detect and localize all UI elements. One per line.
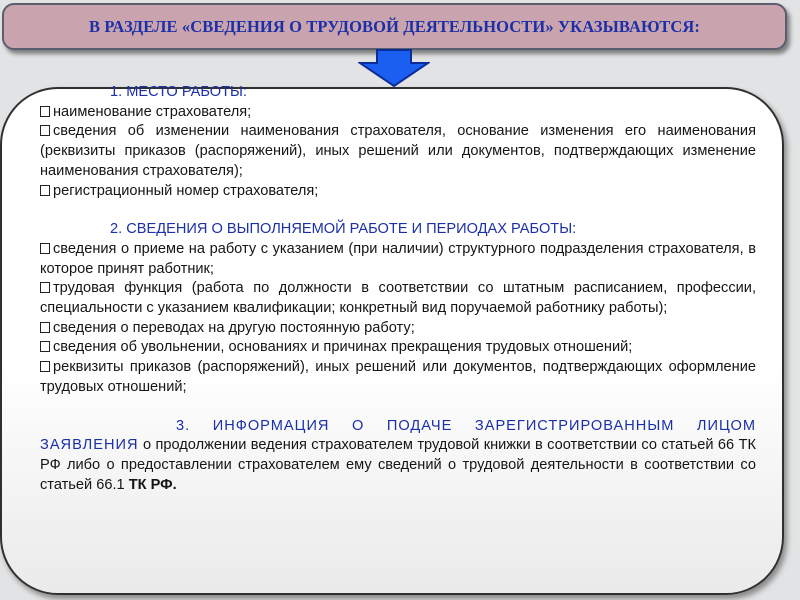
list-item: наименование страхователя; [40, 103, 756, 123]
list-item: реквизиты приказов (распоряжений), иных решений или документов, подтверждающих оформление трудовых отношений; [40, 359, 756, 395]
bullet-icon [40, 185, 50, 196]
section3-text: о продолжении ведения страхователем трудовой книжки в соответствии со статьей 66 ТК РФ либо о предоставлении страхователем ему сведений о трудовой деятельности в соответствии со статьей 66.1 [40, 437, 756, 493]
list-item: сведения об изменении наименования страхователя, основание изменения его наименования (реквизиты приказов (распоряжений), иных решений или документов, подтверждающих изменение наименования страхователя); [40, 123, 756, 179]
content-text [40, 83, 756, 495]
list-item: регистрационный номер страхователя; [40, 182, 756, 202]
bullet-icon [40, 282, 50, 293]
list-item: сведения об увольнении, основаниях и причинах прекращения трудовых отношений; [40, 338, 756, 358]
list-item: сведения о переводах на другую постоянную работу; [40, 319, 756, 339]
section3-bold-end: ТК РФ. [128, 476, 177, 493]
section2-heading: 2. СВЕДЕНИЯ О ВЫПОЛНЯЕМОЙ РАБОТЕ И ПЕРИОДАХ РАБОТЫ: [110, 221, 577, 238]
section1-heading: 1. МЕСТО РАБОТЫ: [110, 84, 247, 100]
bullet-icon [40, 243, 50, 254]
list-item: сведения о приеме на работу с указанием (при наличии) структурного подразделения страхователя, в которое принят работник; [40, 240, 756, 277]
bullet-icon [40, 361, 50, 372]
header-banner [2, 3, 787, 50]
section3-heading: 3. ИНФОРМАЦИЯ О ПОДАЧЕ ЗАРЕГИСТРИРОВАННЫМ ЛИЦОМ ЗАЯВЛЕНИЯ [40, 417, 756, 454]
bullet-icon [40, 125, 50, 136]
bullet-icon [40, 341, 50, 352]
bullet-icon [40, 106, 50, 117]
section3-paragraph [40, 417, 756, 496]
list-item: трудовая функция (работа по должности в соответствии со штатным расписанием, профессии, специальности с указанием квалификации; конкретный вид поручаемой работнику работы); [40, 280, 756, 317]
bullet-icon [40, 322, 50, 333]
arrow-down-icon [358, 49, 430, 87]
header-title: В РАЗДЕЛЕ «СВЕДЕНИЯ О ТРУДОВОЙ ДЕЯТЕЛЬНОСТИ» УКАЗЫВАЮТСЯ: [88, 16, 700, 36]
